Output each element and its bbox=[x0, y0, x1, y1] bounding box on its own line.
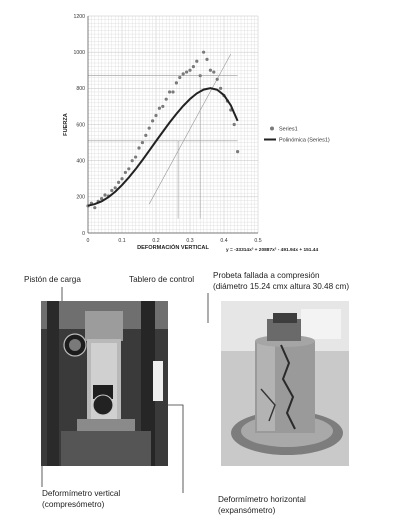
y-axis-label: FUERZA bbox=[63, 113, 69, 136]
y-tick-label: 600 bbox=[76, 122, 85, 129]
y-tick-label: 1000 bbox=[73, 49, 85, 56]
x-tick-label: 0.2 bbox=[152, 238, 160, 244]
label-horizontal-gauge: Deformímetro horizontal bbox=[218, 495, 306, 504]
y-tick-label: 400 bbox=[76, 158, 85, 165]
y-tick-label: 200 bbox=[76, 194, 85, 201]
x-tick-label: 0.3 bbox=[186, 238, 194, 244]
y-tick-label: 800 bbox=[76, 86, 85, 93]
label-specimen-title: Probeta fallada a compresión bbox=[213, 271, 320, 280]
x-axis-label: DEFORMACIÓN VERTICAL bbox=[137, 245, 209, 251]
photo-failed-specimen bbox=[221, 301, 349, 466]
x-tick-label: 0.5 bbox=[254, 238, 262, 244]
label-horizontal-gauge-sub: (expansómetro) bbox=[218, 506, 276, 515]
label-vertical-gauge: Deformímetro vertical bbox=[42, 489, 121, 498]
x-tick-label: 0 bbox=[86, 238, 90, 244]
y-tick-label: 0 bbox=[82, 230, 85, 237]
photo-test-machine bbox=[41, 301, 168, 466]
x-tick-label: 0.1 bbox=[118, 238, 126, 244]
label-vertical-gauge-sub: (compresómetro) bbox=[42, 500, 105, 509]
x-tick-label: 0.4 bbox=[220, 238, 228, 244]
trend-equation: y = -33314x³ + 20887x² - 491.94x + 151.44 bbox=[226, 248, 319, 253]
label-specimen-subtitle: (diámetro 15.24 cmx altura 30.48 cm) bbox=[213, 282, 350, 291]
legend-trend: Polinómica (Series1) bbox=[279, 137, 330, 144]
label-piston: Pistón de carga bbox=[24, 275, 81, 284]
label-control-board: Tablero de control bbox=[129, 275, 195, 284]
legend-series1: Series1 bbox=[279, 126, 298, 133]
y-tick-label: 1200 bbox=[73, 13, 85, 20]
